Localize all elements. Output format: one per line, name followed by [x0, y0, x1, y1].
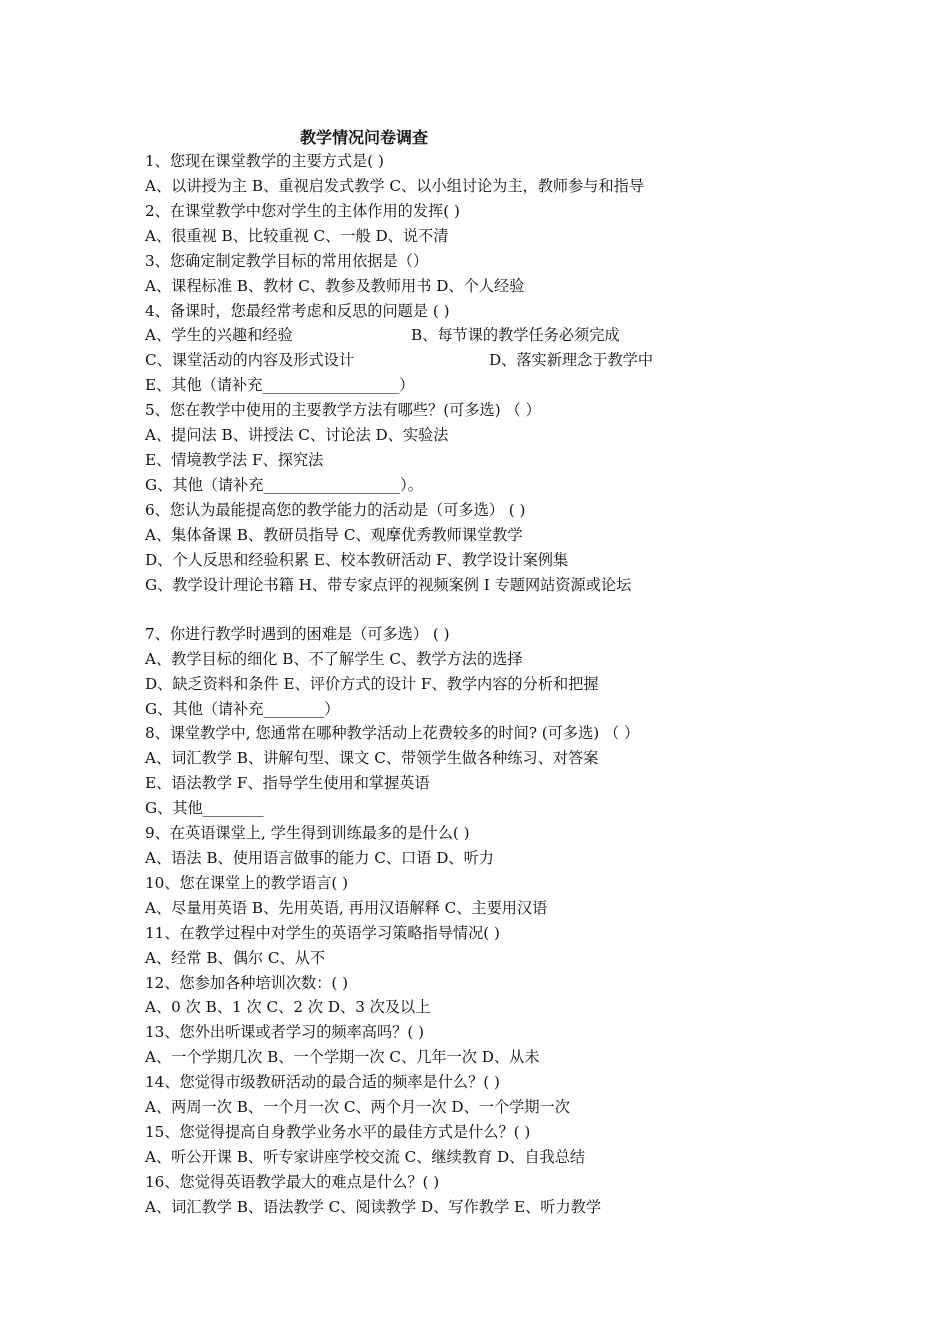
question-8-options-row-3: G、其他________	[145, 799, 264, 817]
question-8-options-row-1: A、词汇教学 B、讲解句型、课文 C、带领学生做各种练习、对答案	[145, 749, 599, 767]
question-4: 4、备课时，您最经常考虑和反思的问题是 ( )	[145, 302, 450, 320]
question-5-options-row-1: A、提问法 B、讲授法 C、讨论法 D、实验法	[145, 426, 449, 444]
question-4-option-b: B、每节课的教学任务必须完成	[411, 326, 620, 344]
question-8: 8、课堂教学中, 您通常在哪种教学活动上花费较多的时间? (可多选) （ ）	[145, 724, 640, 742]
question-14: 14、您觉得市级教研活动的最合适的频率是什么？( )	[145, 1073, 500, 1091]
question-4-options-row-1	[145, 323, 925, 347]
question-4-option-c: C、课堂活动的内容及形式设计	[145, 351, 355, 369]
question-15-options: A、听公开课 B、听专家讲座学校交流 C、继续教育 D、自我总结	[145, 1148, 586, 1166]
question-3: 3、您确定制定教学目标的常用依据是（）	[145, 252, 429, 270]
question-2-options: A、很重视 B、比较重视 C、一般 D、说不清	[145, 227, 449, 245]
question-12-options: A、0 次 B、1 次 C、2 次 D、3 次及以上	[145, 998, 431, 1016]
question-10: 10、您在课堂上的教学语言( )	[145, 874, 349, 892]
question-9-options: A、语法 B、使用语言做事的能力 C、口语 D、听力	[145, 849, 494, 867]
question-4-option-a: A、学生的兴趣和经验	[145, 326, 293, 344]
question-6-options-row-2: D、个人反思和经验积累 E、校本教研活动 F、教学设计案例集	[145, 551, 569, 569]
page-title: 教学情况问卷调查	[300, 128, 429, 147]
question-13-options: A、一个学期几次 B、一个学期一次 C、几年一次 D、从未	[145, 1048, 540, 1066]
question-12: 12、您参加各种培训次数：( )	[145, 974, 349, 992]
question-7-options-row-3: G、其他（请补充________）	[145, 700, 340, 718]
question-2: 2、在课堂教学中您对学生的主体作用的发挥( )	[145, 202, 460, 220]
question-16: 16、您觉得英语教学最大的难点是什么？( )	[145, 1173, 440, 1191]
question-14-options: A、两周一次 B、一个月一次 C、两个月一次 D、一个学期一次	[145, 1098, 570, 1116]
question-7-options-row-1: A、教学目标的细化 B、不了解学生 C、教学方法的选择	[145, 650, 523, 668]
question-7: 7、你进行教学时遇到的困难是（可多选） ( )	[145, 625, 450, 643]
question-11-options: A、经常 B、偶尔 C、从不	[145, 949, 326, 967]
question-1-options: A、以讲授为主 B、重视启发式教学 C、以小组讨论为主，教师参与和指导	[145, 177, 645, 195]
question-6: 6、您认为最能提高您的教学能力的活动是（可多选） ( )	[145, 501, 526, 519]
question-4-options-row-2	[145, 348, 925, 372]
question-16-options: A、词汇教学 B、语法教学 C、阅读教学 D、写作教学 E、听力教学	[145, 1198, 602, 1216]
question-1: 1、您现在课堂教学的主要方式是( )	[145, 152, 384, 170]
question-5: 5、您在教学中使用的主要教学方法有哪些？(可多选) （ ）	[145, 401, 541, 419]
question-10-options: A、尽量用英语 B、先用英语, 再用汉语解释 C、主要用汉语	[145, 899, 548, 917]
question-7-options-row-2: D、缺乏资料和条件 E、评价方式的设计 F、教学内容的分析和把握	[145, 675, 599, 693]
question-13: 13、您外出听课或者学习的频率高吗？( )	[145, 1023, 425, 1041]
question-5-options-row-3: G、其他（请补充__________________）。	[145, 476, 423, 494]
question-4-option-d: D、落实新理念于教学中	[489, 351, 654, 369]
question-8-options-row-2: E、语法教学 F、指导学生使用和掌握英语	[145, 774, 430, 792]
question-3-options: A、课程标准 B、教材 C、教参及教师用书 D、个人经验	[145, 277, 525, 295]
question-9: 9、在英语课堂上, 学生得到训练最多的是什么( )	[145, 824, 470, 842]
question-5-options-row-2: E、情境教学法 F、探究法	[145, 451, 324, 469]
question-15: 15、您觉得提高自身教学业务水平的最佳方式是什么？( )	[145, 1123, 531, 1141]
question-11: 11、在教学过程中对学生的英语学习策略指导情况( )	[145, 924, 500, 942]
question-6-options-row-1: A、集体备课 B、教研员指导 C、观摩优秀教师课堂教学	[145, 526, 523, 544]
question-6-options-row-3: G、教学设计理论书籍 H、带专家点评的视频案例 I 专题网站资源或论坛	[145, 576, 632, 594]
question-4-option-e: E、其他（请补充__________________）	[145, 376, 415, 394]
